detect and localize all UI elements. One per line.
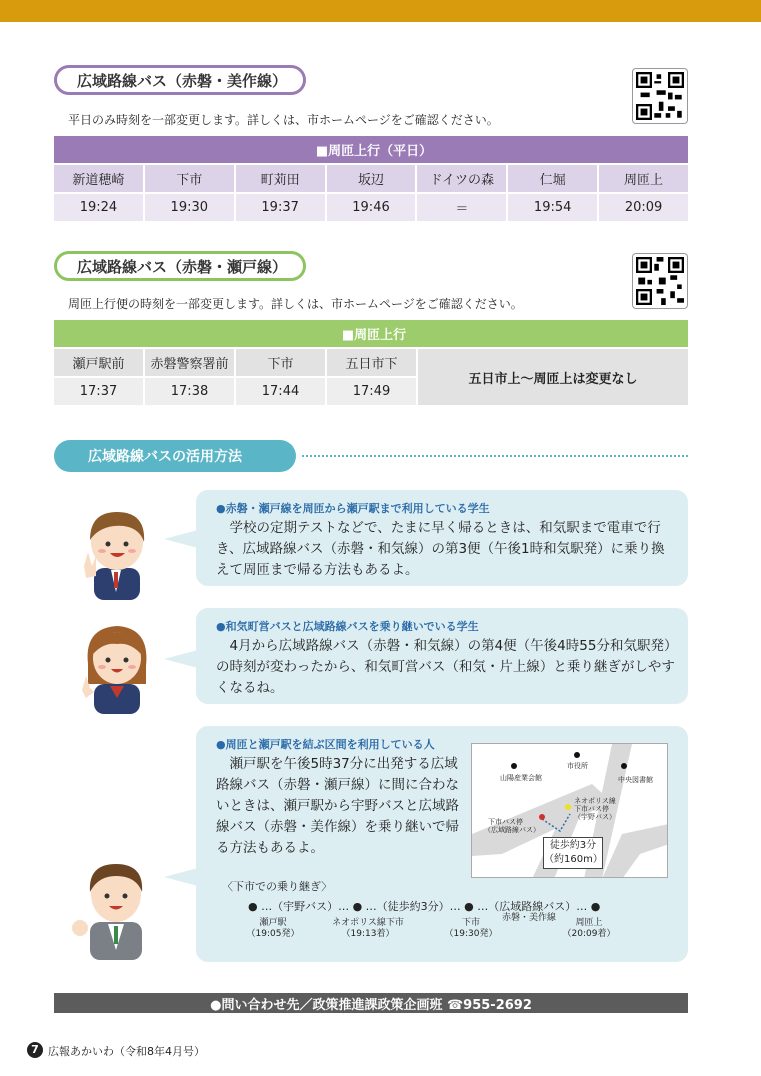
route-stop xyxy=(323,918,413,940)
walk-callout-line1: 徒歩約3分 xyxy=(549,840,597,851)
timetable-2-header: 瀬戸駅前 xyxy=(54,349,143,376)
qr-code-icon xyxy=(636,257,684,305)
section2-title-text: 広域路線バス（赤磐・瀬戸線） xyxy=(77,257,288,276)
section2-note: 周匝上行便の時刻を一部変更します。詳しくは、市ホームページをご確認ください。 xyxy=(68,297,523,311)
timetable-2-header: 五日市下 xyxy=(327,349,416,376)
timetable-2-time: 17:38 xyxy=(145,378,234,405)
qr-code-icon xyxy=(636,72,684,120)
boy-student-icon xyxy=(74,500,158,600)
section1-note: 平日のみ時刻を一部変更します。詳しくは、市ホームページをご確認ください。 xyxy=(68,113,499,127)
bubble-2-text: 4月から広域路線バス（赤磐・和気線）の第4便（午後4時55分和気駅発）の時刻が変わったから、和気町営バス（和気・片上線）と乗り継ぎがしやすくなるね。 xyxy=(216,638,675,696)
route-title: 〈下市での乗り継ぎ〉 xyxy=(222,880,333,893)
timetable-1-header: ドイツの森 xyxy=(417,165,506,192)
map-label: 山陽産業会館 xyxy=(500,774,542,782)
bubble-1-text: 学校の定期テストなどで、たまに早く帰るときは、和気駅まで電車で行き、広域路線バス（赤磐・和気線）の第3便（午後1時和気駅発）に乗り換えて周匝まで帰る方法もあるよ。 xyxy=(216,520,665,578)
route-stop-time: （19:30発） xyxy=(444,929,498,939)
route-mid-label-text: 赤磐・美作線 xyxy=(501,913,556,923)
timetable-1 xyxy=(52,134,690,223)
route-stop xyxy=(544,918,634,940)
timetable-2-title: ■周匝上行 xyxy=(54,320,688,347)
timetable-2-time: 17:44 xyxy=(236,378,325,405)
bubble-3-tail xyxy=(164,868,198,886)
bubble-1-tail xyxy=(164,530,198,548)
timetable-1-time: 19:54 xyxy=(508,194,597,221)
timetable-2-merged-note: 五日市上～周匝上は変更なし xyxy=(418,349,688,405)
timetable-1-time: 19:30 xyxy=(145,194,234,221)
timetable-1-title: ■周匝上行（平日） xyxy=(54,136,688,163)
timetable-2-time: 17:49 xyxy=(327,378,416,405)
speech-bubble-2 xyxy=(196,608,688,704)
walk-callout xyxy=(543,837,603,869)
timetable-1-time: 20:09 xyxy=(599,194,688,221)
contact-bar xyxy=(54,993,688,1013)
route-stop-time: （20:09着） xyxy=(562,929,616,939)
map-label: 中央図書館 xyxy=(618,776,653,784)
bubble-2-tail xyxy=(164,650,198,668)
bubble-2-lead: ●和気町営バスと広域路線バスを乗り継いでいる学生 xyxy=(216,620,479,633)
qr-code-1[interactable] xyxy=(632,68,688,124)
route-stop xyxy=(228,918,318,940)
adult-man-icon xyxy=(70,850,160,960)
timetable-2-header: 下市 xyxy=(236,349,325,376)
qr-code-2[interactable] xyxy=(632,253,688,309)
top-color-bar xyxy=(0,0,761,22)
route-line: ● …（宇野バス）… ● …（徒歩約3分）… ● …（広域路線バス）… ● xyxy=(248,900,601,913)
timetable-1-time: 19:24 xyxy=(54,194,143,221)
map-label: 下市バス停 xyxy=(574,805,609,813)
timetable-1-time: 19:37 xyxy=(236,194,325,221)
route-stop-time: （19:13着） xyxy=(341,929,395,939)
route-stop-name: ネオポリス線下市 xyxy=(332,918,404,928)
timetable-1-time: ＝ xyxy=(417,194,506,221)
timetable-1-header: 周匝上 xyxy=(599,165,688,192)
timetable-1-header: 町苅田 xyxy=(236,165,325,192)
section2-title xyxy=(54,251,306,281)
timetable-1-header: 新道穂崎 xyxy=(54,165,143,192)
timetable-2-header: 赤磐警察署前 xyxy=(145,349,234,376)
map-label: 市役所 xyxy=(567,762,588,770)
speech-bubble-1 xyxy=(196,490,688,586)
walk-callout-line2: （約160m） xyxy=(544,854,603,865)
girl-student-icon xyxy=(74,614,158,714)
timetable-1-time: 19:46 xyxy=(327,194,416,221)
section1-title-text: 広域路線バス（赤磐・美作線） xyxy=(77,71,288,90)
timetable-1-header: 坂辺 xyxy=(327,165,416,192)
contact-text: ●問い合わせ先／政策推進課政策企画班 ☎955-2692 xyxy=(210,997,532,1013)
bubble-3-lead: ●周匝と瀬戸駅を結ぶ区間を利用している人 xyxy=(216,738,435,751)
publication-name: 広報あかいわ（令和8年4月号） xyxy=(48,1045,205,1058)
bubble-1-lead: ●赤磐・瀬戸線を周匝から瀬戸駅まで利用している学生 xyxy=(216,502,490,515)
page-number: 7 xyxy=(27,1042,43,1058)
map-label: ネオポリス線 xyxy=(574,797,616,805)
timetable-1-header: 仁堀 xyxy=(508,165,597,192)
route-stop-name: 周匝上 xyxy=(575,918,603,928)
map-label: （広域路線バス） xyxy=(484,826,540,834)
section3-title xyxy=(54,440,296,472)
timetable-2-time: 17:37 xyxy=(54,378,143,405)
section3-title-text: 広域路線バスの活用方法 xyxy=(88,449,242,465)
section1-title xyxy=(54,65,306,95)
dotted-divider xyxy=(302,455,688,457)
timetable-2 xyxy=(52,318,690,407)
map-label: 下市バス停 xyxy=(488,818,523,826)
map-label: （宇野バス） xyxy=(574,813,616,821)
bubble-3-text: 瀬戸駅を午後5時37分に出発する広域路線バス（赤磐・瀬戸線）に間に合わないときは、瀬戸駅から宇野バスと広域路線バス（赤磐・美作線）を乗り継いで帰る方法もあるよ。 xyxy=(216,756,459,856)
route-stop-name: 瀬戸駅 xyxy=(259,918,287,928)
timetable-1-header: 下市 xyxy=(145,165,234,192)
route-stop-time: （19:05発） xyxy=(246,929,300,939)
route-stop-name: 下市 xyxy=(461,918,480,928)
